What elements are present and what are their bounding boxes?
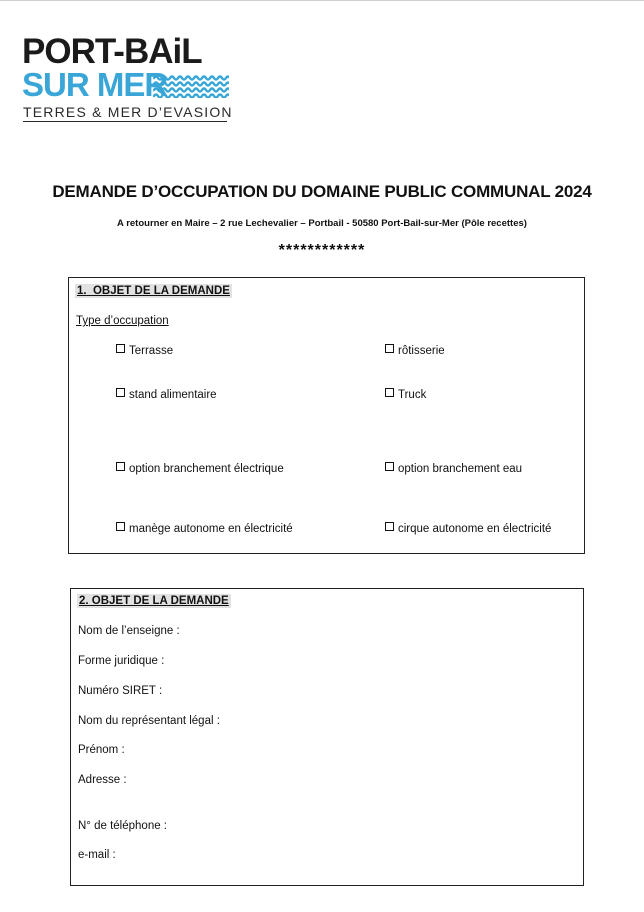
field-nom-enseigne[interactable]: Nom de l’enseigne : xyxy=(78,625,180,637)
option-label: option branchement électrique xyxy=(129,463,284,475)
field-prenom[interactable]: Prénom : xyxy=(78,744,125,756)
checkbox[interactable] xyxy=(385,344,394,353)
occupation-type-label: Type d’occupation xyxy=(76,315,169,327)
section-1-title: OBJET DE LA DEMANDE xyxy=(92,285,230,297)
field-email[interactable]: e-mail : xyxy=(78,849,116,861)
option-label: Terrasse xyxy=(129,345,174,357)
section-1-heading xyxy=(75,284,232,298)
page-top-border xyxy=(0,0,644,1)
checkbox[interactable] xyxy=(385,388,394,397)
waves-icon xyxy=(153,74,229,98)
port-bail-logo xyxy=(22,34,232,124)
checkbox[interactable] xyxy=(116,344,125,353)
option-label: manège autonome en électricité xyxy=(129,523,293,535)
logo-line-1: PORT-BAiL xyxy=(22,32,202,71)
option-rotisserie[interactable] xyxy=(385,344,445,358)
option-label: cirque autonome en électricité xyxy=(398,523,552,535)
option-label: option branchement eau xyxy=(398,463,523,475)
checkbox[interactable] xyxy=(116,462,125,471)
field-adresse[interactable]: Adresse : xyxy=(78,774,127,786)
logo-tagline: TERRES & MER D’EVASION xyxy=(23,104,233,120)
option-branchement-eau[interactable] xyxy=(385,462,522,476)
separator-stars: ************ xyxy=(278,242,366,259)
field-siret[interactable]: Numéro SIRET : xyxy=(78,685,163,697)
option-manege[interactable] xyxy=(116,522,293,536)
section-2-heading: 2. OBJET DE LA DEMANDE xyxy=(79,595,229,607)
wave-line xyxy=(154,95,229,98)
logo-line-2: SUR MER xyxy=(22,66,168,103)
option-branchement-electrique[interactable] xyxy=(116,462,284,476)
field-representant[interactable]: Nom du représentant légal : xyxy=(78,715,220,727)
section-2-box xyxy=(70,588,584,886)
option-terrasse[interactable] xyxy=(116,344,173,358)
option-stand-alimentaire[interactable] xyxy=(116,388,217,402)
logo-underline xyxy=(23,121,227,122)
option-truck[interactable] xyxy=(385,388,426,402)
field-forme-juridique[interactable]: Forme juridique : xyxy=(78,655,165,667)
wave-line xyxy=(154,83,229,86)
option-label: Truck xyxy=(398,389,427,401)
wave-line xyxy=(154,77,229,80)
option-label: stand alimentaire xyxy=(129,389,217,401)
section-1-number: 1. xyxy=(77,285,87,297)
checkbox[interactable] xyxy=(385,522,394,531)
return-address: A retourner en Maire – 2 rue Lechevalier – Portbail - 50580 Port-Bail-sur-Mer (Pôle recettes) xyxy=(117,218,527,229)
wave-line xyxy=(154,89,229,92)
checkbox[interactable] xyxy=(385,462,394,471)
option-label: rôtisserie xyxy=(398,345,445,357)
checkbox[interactable] xyxy=(116,522,125,531)
option-cirque[interactable] xyxy=(385,522,551,536)
section-1-box xyxy=(68,277,585,554)
field-telephone[interactable]: N° de téléphone : xyxy=(78,820,167,832)
document-title: DEMANDE D’OCCUPATION DU DOMAINE PUBLIC COMMUNAL 2024 xyxy=(52,182,592,201)
checkbox[interactable] xyxy=(116,388,125,397)
